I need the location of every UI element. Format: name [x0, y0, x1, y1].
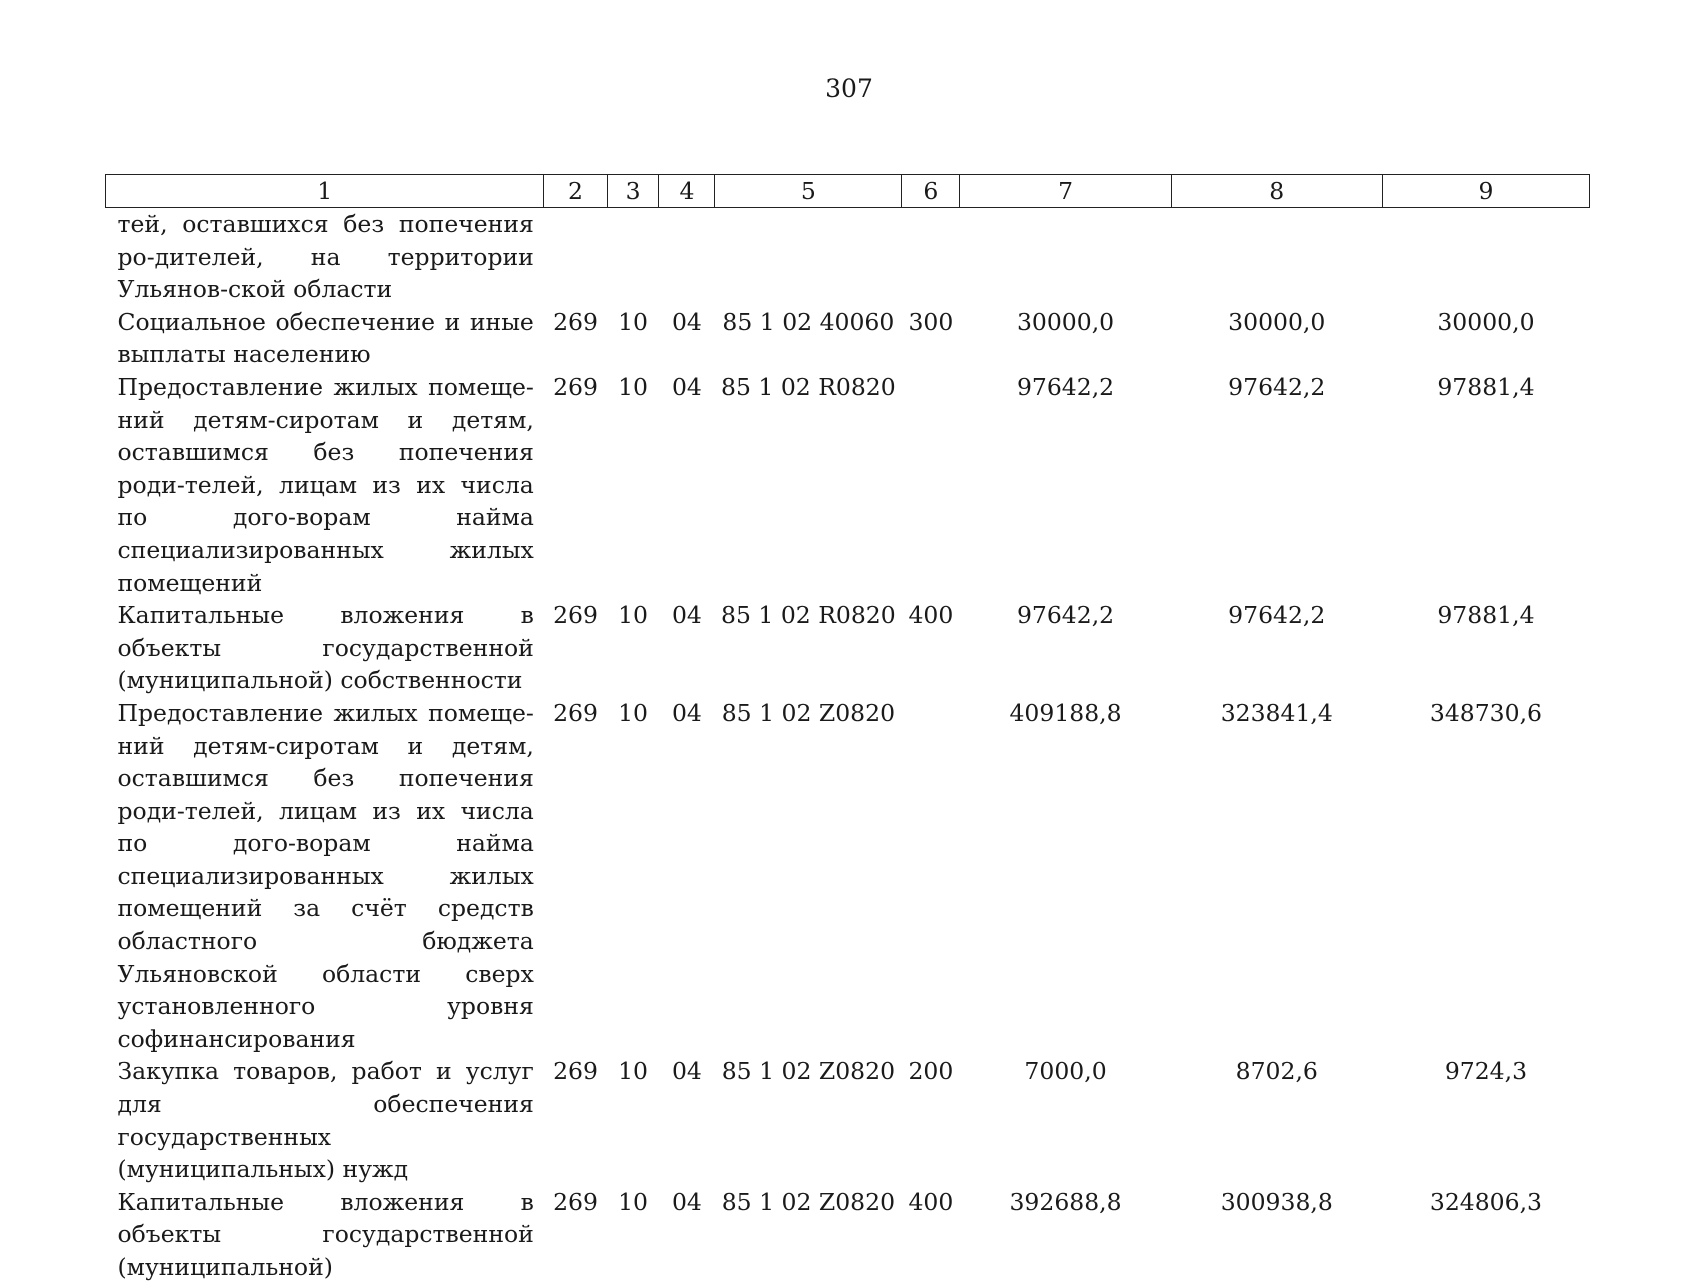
cell-expense-type	[902, 208, 960, 306]
column-header-2: 2	[544, 175, 607, 208]
cell-amount-year-3: 348730,6	[1429, 698, 1543, 727]
cell-amount-year-1: 30000,0	[1016, 307, 1115, 336]
cell-section: 10	[618, 1057, 649, 1086]
cell-subsection: 04	[671, 1057, 702, 1086]
cell-amount-year-3: 97881,4	[1437, 601, 1535, 630]
cell-amount-year-2	[1171, 208, 1382, 306]
cell-target-article	[715, 208, 902, 306]
cell-expense-type	[902, 697, 960, 1056]
table-body	[106, 208, 1590, 1284]
column-header-8: 8	[1171, 175, 1382, 208]
cell-amount-year-1: 97642,2	[1016, 372, 1115, 401]
cell-name: Капитальные вложения в объекты государственной (муниципальной) собственности	[117, 601, 534, 695]
cell-ministry-code: 269	[553, 307, 598, 336]
cell-expense-type: 400	[908, 1187, 954, 1216]
cell-amount-year-2: 323841,4	[1220, 698, 1333, 727]
cell-expense-type: 400	[908, 601, 954, 630]
cell-amount-year-2: 97642,2	[1228, 601, 1326, 630]
cell-section: 10	[618, 601, 649, 630]
column-header-1: 1	[106, 175, 544, 208]
cell-section: 10	[618, 698, 649, 727]
cell-ministry-code: 269	[553, 372, 598, 401]
cell-section: 10	[618, 1187, 649, 1216]
table-row	[106, 697, 1590, 1056]
table-row	[106, 1186, 1590, 1284]
table-row	[106, 306, 1590, 371]
cell-amount-year-1: 97642,2	[1016, 601, 1115, 630]
table-row	[106, 208, 1590, 306]
cell-ministry-code	[544, 208, 607, 306]
cell-amount-year-3: 30000,0	[1437, 307, 1535, 336]
table-row	[106, 1055, 1590, 1185]
cell-amount-year-3	[1382, 208, 1589, 306]
cell-ministry-code: 269	[553, 1057, 598, 1086]
cell-target-article: 85 1 02 Z0820	[721, 1057, 896, 1086]
cell-ministry-code: 269	[553, 1187, 598, 1216]
cell-ministry-code: 269	[553, 698, 598, 727]
header-row	[106, 175, 1590, 208]
cell-section: 10	[618, 307, 649, 336]
cell-name: Предоставление жилых помеще-ний детям-сиротам и детям, оставшимся без попечения роди-телей, лицам из их числа по дого-ворам найма специализированных жилых помещений	[117, 372, 534, 597]
cell-target-article: 85 1 02 40060	[722, 307, 895, 336]
cell-subsection: 04	[671, 601, 702, 630]
cell-amount-year-1: 392688,8	[1009, 1187, 1122, 1216]
cell-amount-year-1: 7000,0	[1024, 1057, 1107, 1086]
cell-expense-type	[902, 371, 960, 599]
cell-subsection: 04	[671, 1187, 702, 1216]
cell-amount-year-2: 97642,2	[1228, 372, 1326, 401]
cell-ministry-code: 269	[553, 601, 598, 630]
cell-subsection: 04	[671, 307, 702, 336]
table-header	[106, 175, 1590, 208]
page-number: 307	[825, 74, 873, 103]
cell-subsection: 04	[671, 698, 702, 727]
column-header-3: 3	[607, 175, 659, 208]
cell-name: Предоставление жилых помеще-ний детям-сиротам и детям, оставшимся без попечения роди-телей, лицам из их числа по дого-ворам найма специализированных жилых помещений за счёт средств областного бюджета Ульяновской области сверх установленного уровня софинансирования	[117, 698, 534, 1053]
cell-target-article: 85 1 02 Z0820	[721, 1187, 896, 1216]
cell-amount-year-1	[960, 208, 1171, 306]
cell-name: Социальное обеспечение и иные выплаты населению	[117, 307, 534, 369]
cell-amount-year-3: 9724,3	[1444, 1057, 1528, 1086]
cell-section: 10	[618, 372, 649, 401]
cell-section	[607, 208, 659, 306]
cell-amount-year-1: 409188,8	[1009, 698, 1122, 727]
table-row	[106, 371, 1590, 599]
cell-name: Закупка товаров, работ и услуг для обеспечения государственных (муниципальных) нужд	[117, 1057, 534, 1184]
cell-target-article: 85 1 02 R0820	[721, 372, 896, 401]
cell-subsection	[659, 208, 715, 306]
cell-name: Капитальные вложения в объекты государственной (муниципальной)	[117, 1187, 534, 1281]
column-header-5: 5	[715, 175, 902, 208]
cell-amount-year-3: 324806,3	[1429, 1187, 1543, 1216]
cell-expense-type: 300	[908, 307, 954, 336]
cell-target-article: 85 1 02 R0820	[721, 601, 896, 630]
cell-expense-type: 200	[908, 1057, 954, 1086]
cell-amount-year-2: 8702,6	[1235, 1057, 1318, 1086]
column-header-4: 4	[659, 175, 715, 208]
cell-subsection: 04	[671, 372, 702, 401]
cell-amount-year-2: 300938,8	[1220, 1187, 1333, 1216]
cell-amount-year-3: 97881,4	[1437, 372, 1535, 401]
cell-amount-year-2: 30000,0	[1228, 307, 1326, 336]
column-header-6: 6	[902, 175, 960, 208]
column-header-7: 7	[960, 175, 1171, 208]
column-header-9: 9	[1382, 175, 1589, 208]
cell-name: тей, оставшихся без попечения ро-дителей, на территории Ульянов-ской области	[117, 210, 534, 304]
cell-target-article: 85 1 02 Z0820	[721, 698, 896, 727]
table-row	[106, 599, 1590, 697]
budget-table	[105, 174, 1590, 1284]
